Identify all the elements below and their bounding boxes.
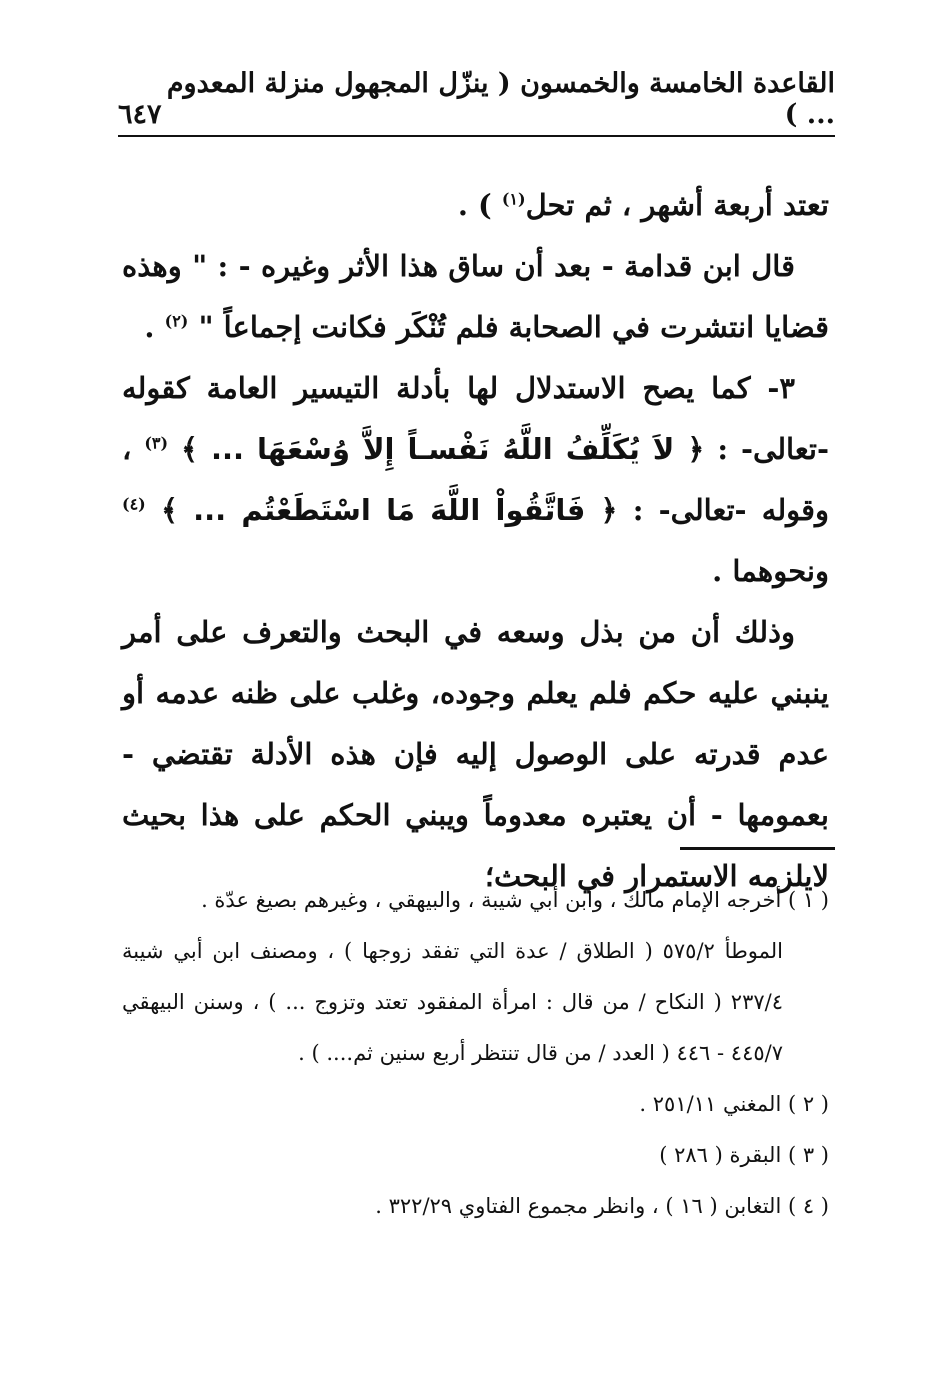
paragraph-2-text: قال ابن قدامة - بعد أن ساق هذا الأثر وغيره - : " وهذه قضايا انتشرت في الصحابة فلم تُنْكَر فكانت إجماعاً " [122,249,829,344]
paragraph-2 [122,236,829,358]
page-number: ٦٤٧ [118,99,162,130]
footnote-1: ( ١ ) أخرجه الإمام مالك ، وابن أبي شيبة ، والبيهقي ، وغيرهم بصيغ عدّة . [201,888,829,912]
chapter-title: القاعدة الخامسة والخمسون ( ينزّل المجهول منزلة المعدوم ... ) [166,68,835,130]
footnotes [122,875,829,1232]
paragraph-2-end: . [144,310,165,344]
paragraph-3-end: ونحوهما . [712,554,829,588]
paragraph-3-start: ٣- كما يصح الاستدلال لها بأدلة التيسير العامة كقوله -تعالى- : [122,371,829,466]
paragraph-3-mid: ، وقوله -تعالى- : [122,432,830,527]
footnote-ref-2: (٢) [164,311,189,331]
header-divider [118,135,835,137]
footnote-divider [680,847,835,850]
paragraph-4: وذلك أن من بذل وسعه في البحث والتعرف على أمر ينبني عليه حكم فلم يعلم وجوده، وغلب على ظنه عدمه أو عدم قدرته على الوصول إليه فإن هذه الأدلة تقتضي - بعمومها - أن يعتبره معدوماً ويبني الحكم على هذا بحيث لايلزمه الاستمرار في البحث؛ [122,615,829,893]
running-header [118,68,835,130]
footnote-ref-4: (٤) [122,494,146,514]
footnote-2: ( ٢ ) المغني ٢٥١/١١ . [639,1092,829,1116]
paragraph-1-end: ) . [457,188,502,222]
main-text [122,175,829,907]
paragraph-3 [122,358,829,602]
footnote-1-continuation: الموطأ ٥٧٥/٢ ( الطلاق / عدة التي تفقد زوجها ) ، ومصنف ابن أبي شيبة ٢٣٧/٤ ( النكاح / من قال : امرأة المفقود تعتد وتزوج ... ) ، وسنن البيهقي ٤٤٥/٧ - ٤٤٦ ( العدد / من قال تنتظر أربع سنين ثم.... ) . [122,939,784,1065]
quran-verse-2: ﴿ فَاتَّقُواْ اللَّهَ مَا اسْتَطَعْتُم ... ﴾ [160,493,618,527]
footnote-4: ( ٤ ) التغابن ( ١٦ ) ، وانظر مجموع الفتاوي ٣٢٢/٢٩ . [375,1194,829,1218]
paragraph-1-text: تعتد أربعة أشهر ، ثم تحل [525,188,829,222]
paragraph-1 [122,175,829,236]
footnote-ref-1: (١) [501,189,526,209]
footnote-ref-3: (٣) [144,433,169,453]
footnote-3: ( ٣ ) البقرة ( ٢٨٦ ) [659,1143,829,1167]
quran-verse-1: ﴿ لاَ يُكَلِّفُ اللَّهُ نَفْسـاً إِلاَّ وُسْعَهَا ... ﴾ [181,432,705,466]
